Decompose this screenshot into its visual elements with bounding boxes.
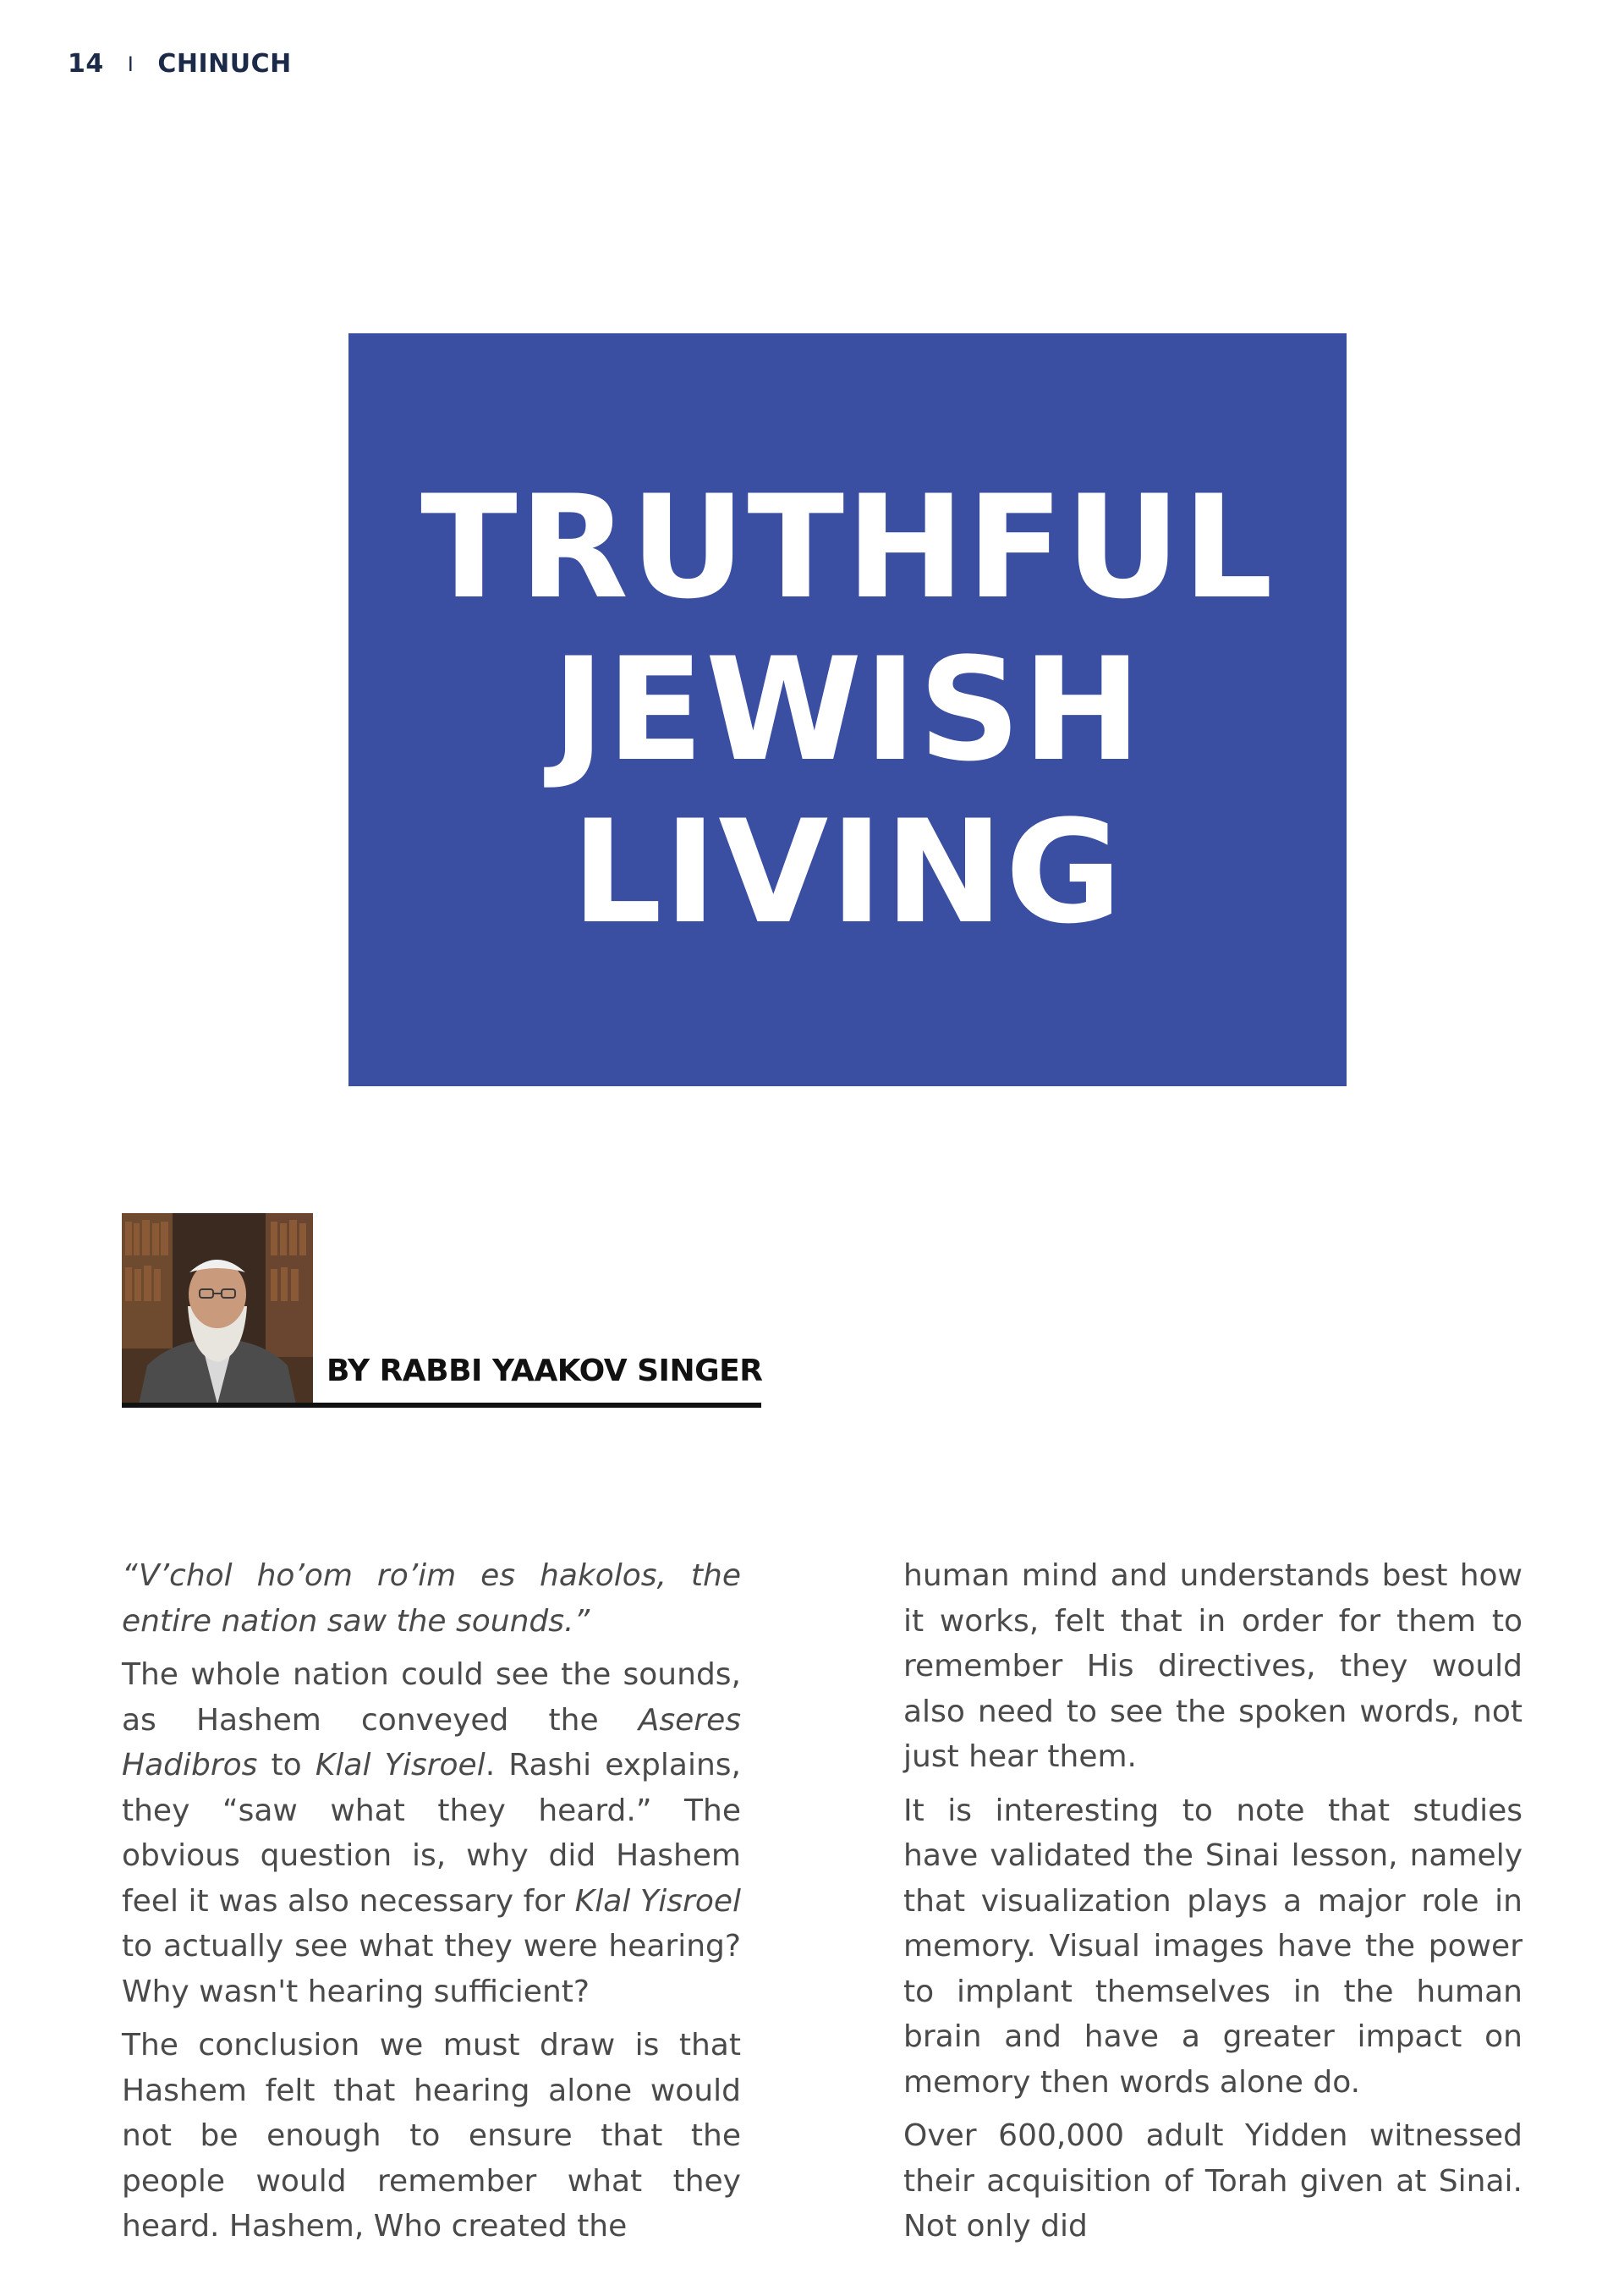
paragraph: The conclusion we must draw is that Hashem felt that hearing alone would not be enough to ensure that the people would remember what they heard. Hashem, Who created the	[122, 2028, 741, 2244]
byline-divider	[122, 1403, 761, 1408]
author-photo	[122, 1213, 313, 1404]
article-column-right	[903, 1553, 1522, 2258]
title-line-3: LIVING	[571, 789, 1124, 955]
italic-term: Klal Yisroel	[315, 1748, 486, 1782]
italic-term: Aseres Hadibros	[122, 1702, 741, 1782]
italic-term: Klal Yisroel	[574, 1883, 741, 1919]
author-portrait-icon	[122, 1213, 313, 1404]
paragraph: Over 600,000 adult Yidden witnessed their acquisition of Torah given at Sinai. Not only did	[903, 2118, 1522, 2244]
paragraph: human mind and understands best how it works, felt that in order for them to remember His directives, they would also need to see the spoken words, not just hear them.	[903, 1558, 1522, 1774]
opening-quote	[122, 1553, 741, 1644]
quote-text: “V’chol ho’om ro’im es hakolos, the entire nation saw the sounds.”	[122, 1558, 741, 1639]
paragraph: It is interesting to note that studies have validated the Sinai lesson, namely that visualization plays a major role in memory. Visual images have the power to implant themselves in the human brain and have a greater impact on memory then words alone do.	[903, 1793, 1522, 2100]
text-run: The whole nation could see the sounds, as Hashem conveyed the	[122, 1657, 741, 1738]
page-number: 14	[68, 49, 104, 79]
text-run: to actually see what they were hearing? Why wasn't hearing sufficient?	[122, 1929, 741, 2009]
section-name: CHINUCH	[157, 49, 292, 79]
running-head	[68, 49, 292, 79]
byline: BY RABBI YAAKOV SINGER	[326, 1354, 763, 1388]
paragraph	[122, 1652, 741, 2014]
text-run: to	[257, 1748, 315, 1782]
title-line-1: TRUTHFUL	[420, 464, 1275, 630]
title-line-2: JEWISH	[551, 627, 1144, 793]
text-run: . Rashi explains, they “saw what they heard.” The obvious question is, why did Hashem feel it was also necessary for	[122, 1748, 741, 1919]
article-column-left	[122, 1553, 741, 2258]
article-title	[420, 466, 1275, 953]
title-box	[348, 333, 1347, 1086]
header-separator: I	[127, 52, 134, 76]
